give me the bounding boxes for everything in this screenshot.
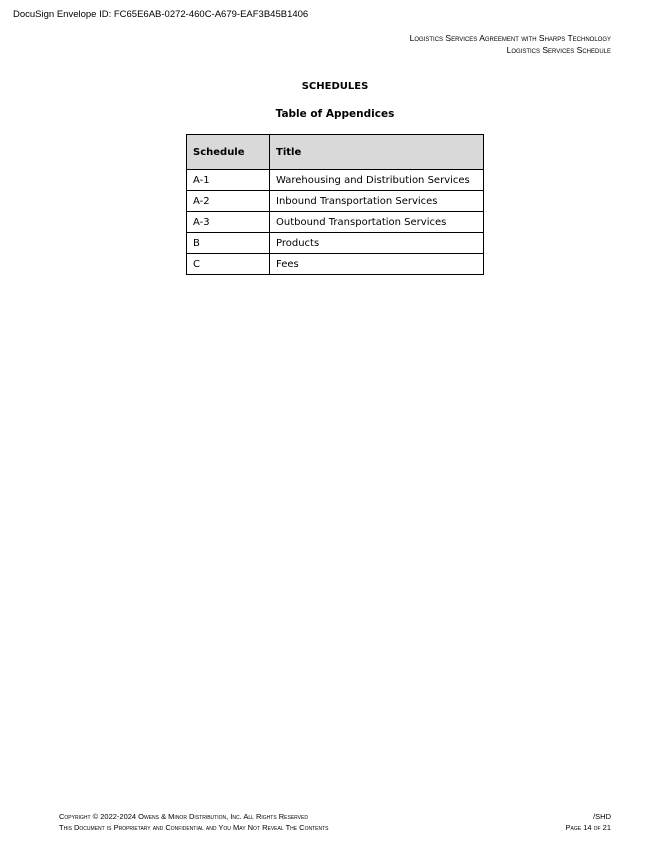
page-number: Page 14 of 21 [565, 823, 611, 832]
title-cell: Inbound Transportation Services [270, 191, 484, 212]
column-header-schedule: Schedule [187, 135, 270, 170]
title-cell: Products [270, 233, 484, 254]
schedule-cell: A-1 [187, 170, 270, 191]
table-row [187, 191, 484, 212]
footer-copyright: Copyright © 2022-2024 Owens & Minor Distribution, Inc. All Rights Reserved [59, 812, 308, 821]
appendices-table [186, 134, 484, 275]
footer-legal [59, 811, 328, 833]
title-cell: Fees [270, 254, 484, 275]
footer-page-info [566, 811, 611, 833]
schedule-cell: B [187, 233, 270, 254]
title-cell: Outbound Transportation Services [270, 212, 484, 233]
table-header-row [187, 135, 484, 170]
column-header-title: Title [270, 135, 484, 170]
table-row [187, 254, 484, 275]
table-row [187, 212, 484, 233]
table-title: Table of Appendices [275, 108, 395, 120]
footer-initials: /SHD [593, 812, 611, 821]
page-title: SCHEDULES [301, 81, 369, 92]
table-row [187, 170, 484, 191]
header-agreement-title: Logistics Services Agreement with Sharps Technology [409, 33, 611, 43]
schedule-cell: A-2 [187, 191, 270, 212]
header-schedule-title: Logistics Services Schedule [506, 45, 611, 55]
schedule-cell: A-3 [187, 212, 270, 233]
table-row [187, 233, 484, 254]
document-header [410, 32, 611, 56]
schedule-cell: C [187, 254, 270, 275]
title-cell: Warehousing and Distribution Services [270, 170, 484, 191]
footer-confidentiality-notice: This Document is Proprietary and Confidential and You May Not Reveal The Contents [59, 823, 329, 832]
docusign-envelope-id: DocuSign Envelope ID: FC65E6AB-0272-460C-A679-EAF3B45B1406 [13, 9, 309, 20]
